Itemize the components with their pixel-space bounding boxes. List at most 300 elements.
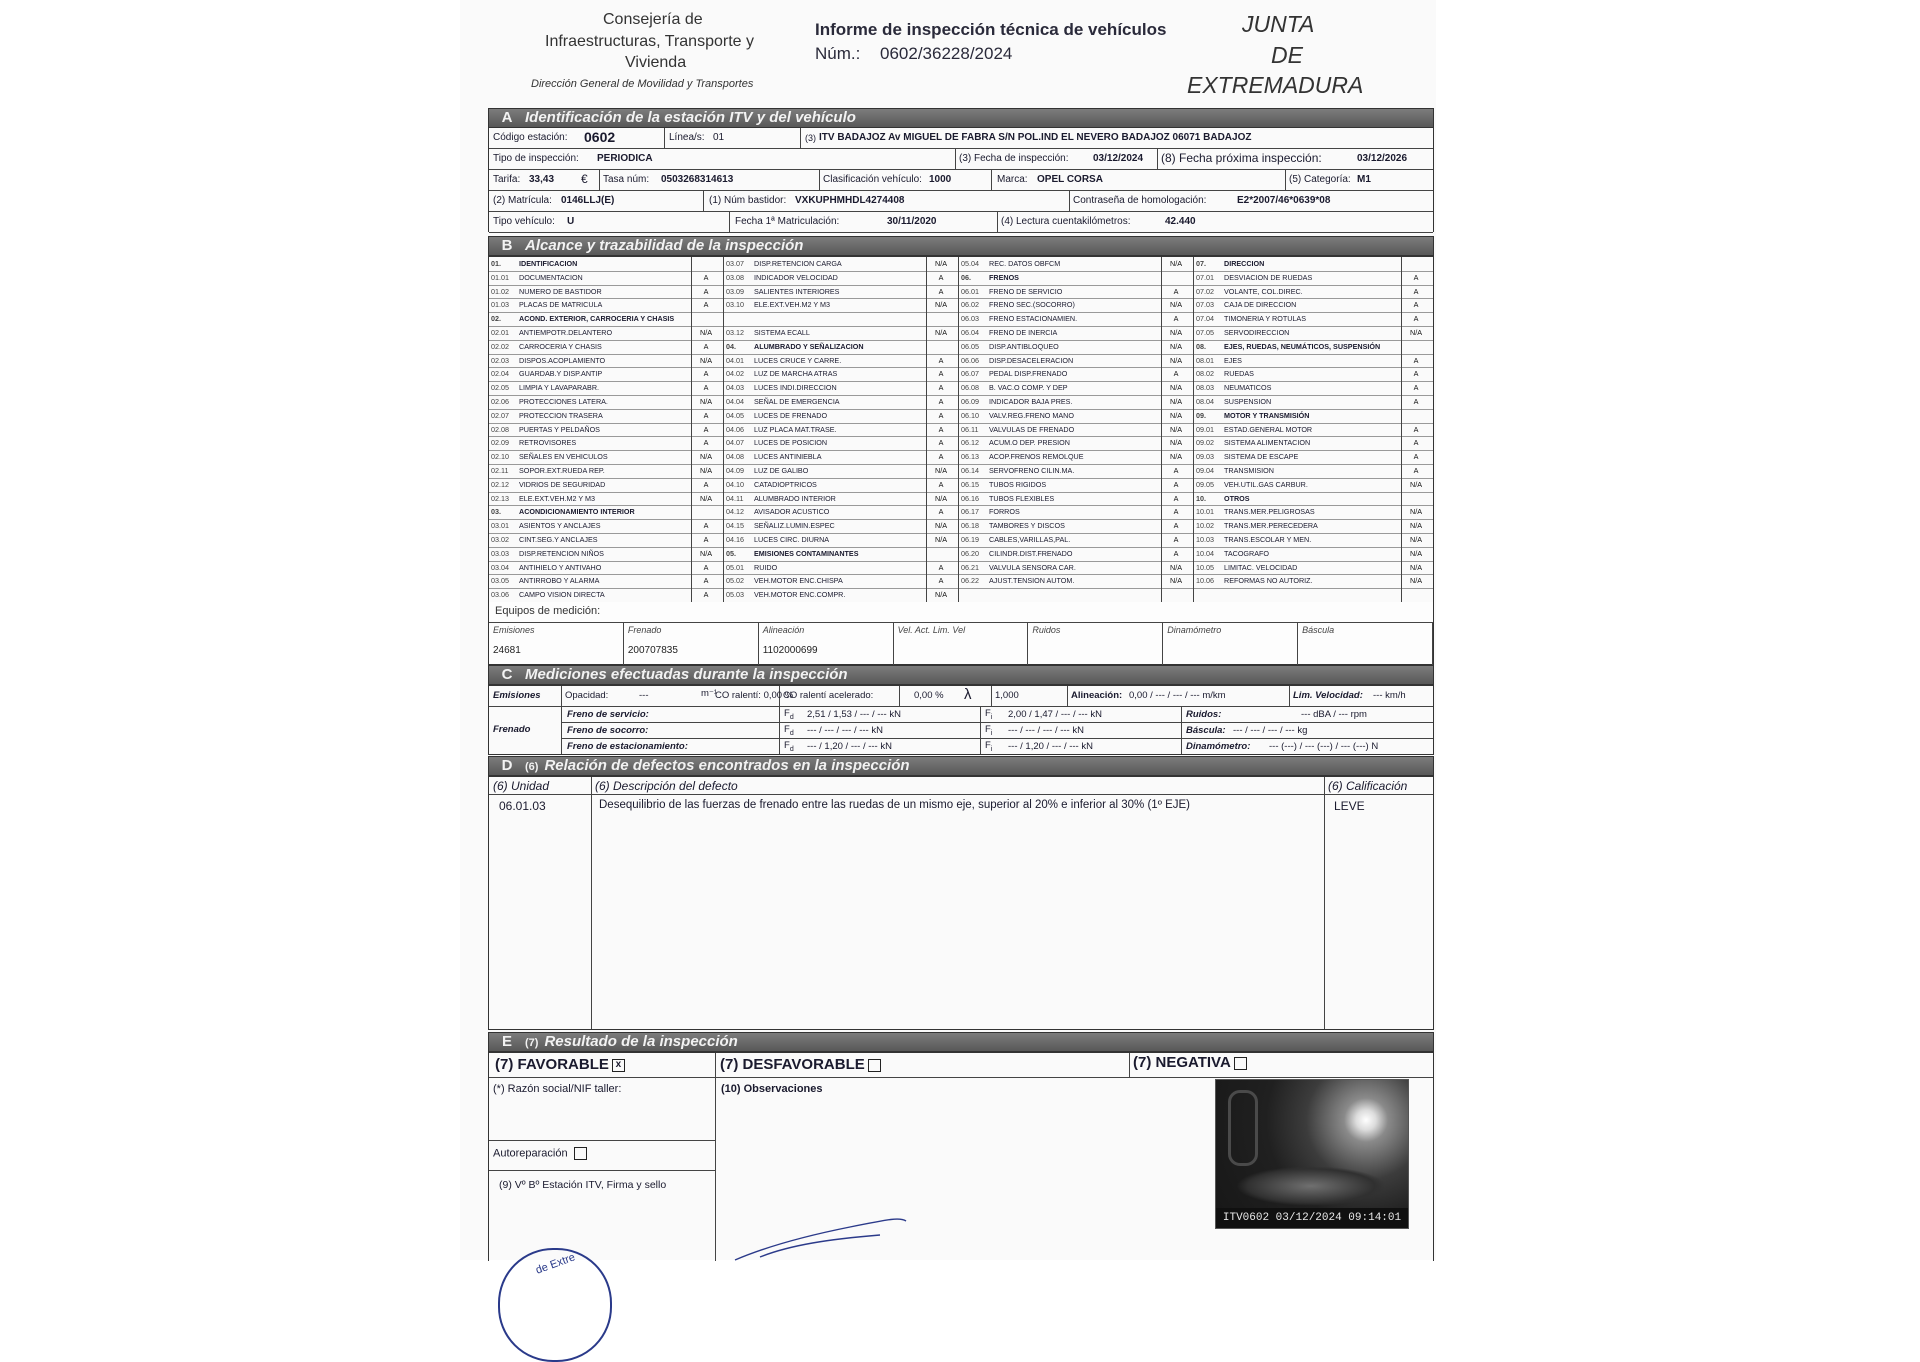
checklist-label: FRENO ESTACIONAMIEN. <box>989 314 1078 324</box>
section-e-letter: E <box>501 1033 512 1050</box>
checklist-code: 10.03 <box>1196 535 1214 544</box>
clasificacion-label: Clasificación vehículo: <box>823 174 922 185</box>
checklist-code: 02.02 <box>491 341 509 351</box>
freno-estac-fi: --- / 1,20 / --- / --- kN <box>1008 741 1093 752</box>
checklist-item <box>724 505 958 520</box>
checklist-label: DIRECCION <box>1224 259 1265 268</box>
checklist-code: 06.17 <box>961 507 979 517</box>
estacion-ref: (3) <box>805 133 816 143</box>
matricula-label: (2) Matrícula: <box>493 195 552 206</box>
checklist-value: A <box>703 424 709 434</box>
checklist-code: 06.18 <box>961 521 979 531</box>
checklist-item <box>489 505 723 520</box>
checklist-item <box>489 547 723 562</box>
checklist-item <box>1194 298 1433 313</box>
checklist-item <box>489 588 723 603</box>
checklist-item <box>959 340 1193 355</box>
checklist-label: DISPOS.ACOPLAMIENTO <box>519 355 606 365</box>
checklist-item <box>1194 326 1433 341</box>
checklist-value: N/A <box>1410 535 1422 544</box>
checklist-code: 02.05 <box>491 383 509 393</box>
checklist-value: A <box>938 424 944 434</box>
section-b-header <box>488 236 1434 256</box>
checklist-code: 03.02 <box>491 535 509 544</box>
checklist-label: PEDAL DISP.FRENADO <box>989 369 1068 379</box>
checklist-code: 08.03 <box>1196 383 1214 393</box>
negativa-checkbox[interactable] <box>1234 1057 1247 1070</box>
checklist-value: A <box>1173 466 1179 475</box>
linea-label: Línea/s: <box>669 132 705 143</box>
checklist-value: N/A <box>700 493 712 503</box>
checklist-value: N/A <box>1410 479 1422 489</box>
checklist-item <box>959 257 1193 272</box>
checklist-code: 06.03 <box>961 314 979 324</box>
checklist-code: 04.10 <box>726 479 744 489</box>
checklist-value: N/A <box>1410 562 1422 572</box>
section-c-body <box>488 685 1434 755</box>
emisiones-label: Emisiones <box>493 690 541 701</box>
checklist-code: 04.12 <box>726 507 744 517</box>
junta-line-2: DE <box>1271 42 1303 68</box>
checklist-label: REC. DATOS OBFCM <box>989 259 1061 268</box>
checklist-item <box>724 561 958 576</box>
checklist-label: FRENO SEC.(SOCORRO) <box>989 300 1075 310</box>
checklist-value: N/A <box>935 259 947 268</box>
equipo-label: Dinamómetro <box>1167 625 1222 635</box>
checklist-code: 01.02 <box>491 286 509 296</box>
checklist-label: CILINDR.DIST.FRENADO <box>989 548 1073 558</box>
checklist-value: N/A <box>700 355 712 365</box>
checklist-label: SEÑALES EN VEHICULOS <box>519 452 608 462</box>
checklist-label: ASIENTOS Y ANCLAJES <box>519 521 601 531</box>
checklist-label: VALV.REG.FRENO MANO <box>989 410 1074 420</box>
checklist-label: AJUST.TENSION AUTOM. <box>989 576 1075 586</box>
checklist-item <box>1194 519 1433 534</box>
checklist-item <box>1194 340 1433 355</box>
checklist-item <box>1194 547 1433 562</box>
checklist-value: A <box>1413 424 1419 434</box>
equipos-label: Equipos de medición: <box>495 605 601 617</box>
checklist-label: LUCES DE POSICION <box>754 438 828 448</box>
checklist-code: 06.05 <box>961 341 979 351</box>
checklist-code: 05.03 <box>726 590 744 600</box>
checklist-item <box>489 561 723 576</box>
checklist-value: A <box>938 452 944 462</box>
freno-servicio-fi: 2,00 / 1,47 / --- / --- kN <box>1008 709 1102 720</box>
checklist-label: INDICADOR BAJA PRES. <box>989 397 1073 406</box>
checklist-value: N/A <box>1170 410 1182 420</box>
checklist-value: A <box>1413 383 1419 393</box>
fecha-inspeccion-value: 03/12/2024 <box>1093 153 1144 164</box>
checklist-label: ACOP.FRENOS REMOLQUE <box>989 452 1084 462</box>
checklist-label: CABLES,VARILLAS,PAL. <box>989 535 1071 544</box>
tarifa-value: 33,43 <box>529 174 555 185</box>
checklist-code: 10.06 <box>1196 576 1214 586</box>
checklist-label: CAJA DE DIRECCION <box>1224 300 1297 310</box>
checklist-item <box>724 574 958 589</box>
checklist-label: TRANSMISION <box>1224 466 1274 475</box>
checklist-item <box>724 423 958 438</box>
checklist-code: 07.04 <box>1196 314 1214 324</box>
checklist-item <box>489 367 723 382</box>
checklist-item <box>724 409 958 424</box>
checklist-code: 03.10 <box>726 300 744 310</box>
checklist-value: N/A <box>1170 383 1182 393</box>
checklist-label: TUBOS FLEXIBLES <box>989 493 1055 503</box>
checklist-label: SISTEMA ALIMENTACION <box>1224 438 1311 448</box>
checklist-label: TRANS.MER.PERECEDERA <box>1224 521 1318 531</box>
section-e-title: Resultado de la inspección <box>544 1033 738 1050</box>
checklist-label: TACOGRAFO <box>1224 548 1269 558</box>
cuentakm-label: (4) Lectura cuentakilómetros: <box>1001 216 1131 227</box>
tipo-vehiculo-label: Tipo vehículo: <box>493 216 555 227</box>
ruidos-value: --- dBA / --- rpm <box>1301 709 1367 720</box>
checklist-code: 06.11 <box>961 424 979 434</box>
checklist-code: 08.04 <box>1196 397 1214 406</box>
checklist-label: ALUMBRADO INTERIOR <box>754 493 836 503</box>
section-b-title: Alcance y trazabilidad de la inspección <box>525 237 804 254</box>
equipo-cell <box>759 622 894 665</box>
checklist-code: 03.03 <box>491 548 509 558</box>
checklist-value: A <box>938 479 944 489</box>
checklist-value: A <box>1413 397 1419 406</box>
checklist-code: 02.10 <box>491 452 509 462</box>
checklist-item <box>724 354 958 369</box>
fecha-matric-label: Fecha 1ª Matriculación: <box>735 216 840 227</box>
section-b-letter: B <box>501 237 513 254</box>
checklist-label: VOLANTE, COL.DIREC. <box>1224 286 1303 296</box>
checklist-label: B. VAC.O COMP. Y DEP <box>989 383 1068 393</box>
fi-label-2: $F_i$ <box>985 724 993 737</box>
codigo-estacion-value: 0602 <box>584 129 616 145</box>
checklist-value: N/A <box>700 548 712 558</box>
lambda-value: 1,000 <box>995 690 1019 701</box>
section-e-ref: (7) <box>525 1037 539 1049</box>
checklist-item <box>1194 395 1433 410</box>
checklist-value: A <box>1413 369 1419 379</box>
checklist-code: 07.01 <box>1196 272 1214 282</box>
equipo-cell <box>1028 622 1163 665</box>
fecha-inspeccion-label: (3) Fecha de inspección: <box>959 153 1069 164</box>
checklist-value: A <box>1173 535 1179 544</box>
section-a-header <box>488 108 1434 128</box>
checklist-value: A <box>703 383 709 393</box>
checklist-item <box>1194 271 1433 286</box>
checklist-item <box>489 312 723 327</box>
desfavorable-checkbox[interactable] <box>868 1059 881 1072</box>
checklist-label: PLACAS DE MATRICULA <box>519 300 603 310</box>
checklist-item <box>724 519 958 534</box>
checklist-label: ACONDICIONAMIENTO INTERIOR <box>519 507 635 517</box>
checklist-label: ESTAD.GENERAL MOTOR <box>1224 424 1313 434</box>
checklist-item <box>489 340 723 355</box>
checklist-value: N/A <box>1170 576 1182 586</box>
checklist-value: A <box>1413 286 1419 296</box>
checklist-value: N/A <box>935 466 947 475</box>
checklist-code: 02.01 <box>491 328 509 337</box>
checklist-label: ANTIRROBO Y ALARMA <box>519 576 600 586</box>
checklist-value: A <box>938 438 944 448</box>
checklist-label: SERVODIRECCION <box>1224 328 1290 337</box>
checklist-label: FORROS <box>989 507 1020 517</box>
checklist-item <box>1194 354 1433 369</box>
checklist-value: N/A <box>1410 507 1422 517</box>
freno-socorro-label: Freno de socorro: <box>567 725 649 736</box>
checklist-value: A <box>1413 355 1419 365</box>
photo-caption: ITV0602 03/12/2024 09:14:01 <box>1216 1208 1408 1228</box>
checklist-item <box>724 478 958 493</box>
checklist-code: 07.02 <box>1196 286 1214 296</box>
report-title: Informe de inspección técnica de vehículos <box>815 20 1167 39</box>
report-number-label: Núm.: <box>815 44 861 63</box>
checklist-code: 05.01 <box>726 562 744 572</box>
checklist-label: TUBOS RIGIDOS <box>989 479 1047 489</box>
checklist-item <box>489 492 723 507</box>
checklist-label: CATADIOPTRICOS <box>754 479 817 489</box>
checklist-value: N/A <box>1170 397 1182 406</box>
checklist-value: N/A <box>1170 341 1182 351</box>
checklist-code: 09.05 <box>1196 479 1214 489</box>
favorable-option[interactable] <box>495 1056 625 1073</box>
checklist-code: 06.16 <box>961 493 979 503</box>
checklist-item <box>959 533 1193 548</box>
checklist-item <box>724 395 958 410</box>
autoreparacion-option[interactable] <box>493 1147 587 1160</box>
checklist-code: 03.12 <box>726 328 744 337</box>
checklist-value: N/A <box>1410 328 1422 337</box>
section-d-ref: (6) <box>525 761 539 773</box>
checklist-value: A <box>1413 466 1419 475</box>
checklist-label: TIMONERIA Y ROTULAS <box>1224 314 1307 324</box>
fd-label-3: $F_d$ <box>784 740 794 753</box>
favorable-checkbox[interactable]: x <box>612 1059 625 1072</box>
checklist-label: SEÑAL DE EMERGENCIA <box>754 397 840 406</box>
checklist-item <box>724 257 958 272</box>
equipo-value: 1102000699 <box>762 645 818 656</box>
checklist-code: 10.04 <box>1196 548 1214 558</box>
checklist-value: N/A <box>935 521 947 531</box>
opacidad-value: --- <box>639 690 649 701</box>
checklist-label: LUZ DE GALIBO <box>754 466 809 475</box>
checklist-item <box>1194 478 1433 493</box>
favorable-label: (7) FAVORABLE <box>495 1056 609 1073</box>
checklist-code: 02.13 <box>491 493 509 503</box>
checklist-item <box>959 547 1193 562</box>
checklist-label: DISP.RETENCION CARGA <box>754 259 842 268</box>
checklist-value: N/A <box>1170 438 1182 448</box>
equipo-value: 200707835 <box>627 645 678 656</box>
checklist-value: A <box>1173 286 1179 296</box>
checklist-value: A <box>703 535 709 544</box>
categoria-label: (5) Categoría: <box>1289 174 1351 185</box>
equipo-label: Frenado <box>627 625 662 635</box>
checklist-label: DISP.ANTIBLOQUEO <box>989 341 1059 351</box>
checklist-code: 02.12 <box>491 479 509 489</box>
linea-value: 01 <box>713 132 725 143</box>
signature <box>730 1215 910 1265</box>
checklist-label: LIMPIA Y LAVAPARABR. <box>519 383 600 393</box>
autoreparacion-checkbox[interactable] <box>574 1147 587 1160</box>
checklist-code: 01. <box>491 259 501 268</box>
a-row-1 <box>489 128 1433 149</box>
checklist-item <box>724 298 958 313</box>
checklist-label: FRENO DE INERCIA <box>989 328 1058 337</box>
checklist-label: SISTEMA ECALL <box>754 328 810 337</box>
checklist-code: 05.02 <box>726 576 744 586</box>
checklist-value: A <box>1413 300 1419 310</box>
equipo-cell <box>1298 622 1433 665</box>
categoria-value: M1 <box>1357 174 1371 185</box>
checklist-label: NEUMATICOS <box>1224 383 1272 393</box>
checklist-code: 03.09 <box>726 286 744 296</box>
desfavorable-option[interactable] <box>720 1056 881 1073</box>
checklist-value: N/A <box>700 397 712 406</box>
estacion-value: ITV BADAJOZ Av MIGUEL DE FABRA S/N POL.IND EL NEVERO BADAJOZ 06071 BADAJOZ <box>819 132 1252 143</box>
marca-label: Marca: <box>997 174 1028 185</box>
checklist-code: 03.07 <box>726 259 744 268</box>
checklist-item <box>489 354 723 369</box>
checklist-value: N/A <box>1170 355 1182 365</box>
checklist-value: A <box>703 562 709 572</box>
checklist-item <box>489 381 723 396</box>
bastidor-label: (1) Núm bastidor: <box>709 195 787 206</box>
checklist-label: LIMITAC. VELOCIDAD <box>1224 562 1298 572</box>
checklist-item <box>1194 381 1433 396</box>
checklist-label: RETROVISORES <box>519 438 577 448</box>
checklist-item <box>489 298 723 313</box>
checklist-label: ACOND. EXTERIOR, CARROCERIA Y CHASIS <box>519 314 675 324</box>
checklist-code: 09.04 <box>1196 466 1214 475</box>
checklist-label: TAMBORES Y DISCOS <box>989 521 1065 531</box>
checklist-item <box>1194 505 1433 520</box>
checklist-item <box>489 519 723 534</box>
checklist-code: 03.06 <box>491 590 509 600</box>
checklist-item <box>959 271 1193 286</box>
co-ralenti-label: CO ralentí: 0,00 % <box>715 690 794 701</box>
bascula-value: --- / --- / --- / --- kg <box>1233 725 1308 736</box>
checklist-item <box>489 257 723 272</box>
section-d-header <box>488 756 1434 776</box>
tarifa-currency: € <box>581 172 588 186</box>
checklist-value: A <box>703 300 709 310</box>
checklist-value: N/A <box>935 535 947 544</box>
checklist-label: GUARDAB.Y DISP.ANTIP <box>519 369 603 379</box>
checklist-code: 08. <box>1196 341 1206 351</box>
checklist-item <box>724 492 958 507</box>
agency-subtitle: Dirección General de Movilidad y Transportes <box>531 78 754 90</box>
checklist-item <box>489 271 723 286</box>
station-seal <box>498 1248 612 1362</box>
fd-label-2: $F_d$ <box>784 724 794 737</box>
fi-label-3: $F_i$ <box>985 740 993 753</box>
bascula-label: Báscula: <box>1186 725 1226 736</box>
lim-vel-label: Lim. Velocidad: <box>1293 690 1363 701</box>
checklist-value: A <box>703 272 709 282</box>
equipo-label: Alineación <box>762 625 805 635</box>
lim-vel-value: --- km/h <box>1373 690 1406 701</box>
checklist-label: RUEDAS <box>1224 369 1254 379</box>
checklist-label: LUZ PLACA MAT.TRASE. <box>754 424 837 434</box>
checklist-value: N/A <box>700 466 712 475</box>
checklist-value: A <box>1413 314 1419 324</box>
checklist-value: N/A <box>1410 548 1422 558</box>
checklist-code: 03.08 <box>726 272 744 282</box>
checklist-code: 10.05 <box>1196 562 1214 572</box>
checklist-value: N/A <box>1170 562 1182 572</box>
checklist-code: 07.05 <box>1196 328 1214 337</box>
co-acel-value: 0,00 % <box>914 690 944 701</box>
checklist-label: EJES <box>1224 355 1242 365</box>
checklist-value: A <box>1413 452 1419 462</box>
tipo-inspeccion-label: Tipo de inspección: <box>493 153 579 164</box>
checklist-item <box>724 326 958 341</box>
checklist-label: VEH.MOTOR ENC.CHISPA <box>754 576 843 586</box>
negativa-option[interactable] <box>1133 1054 1247 1071</box>
checklist-label: VALVULA SENSORA CAR. <box>989 562 1076 572</box>
dinamometro-value: --- (---) / --- (---) / --- (---) N <box>1269 741 1379 752</box>
checklist-value: N/A <box>1170 300 1182 310</box>
checklist-item <box>489 326 723 341</box>
checklist-label: ANTIHIELO Y ANTIVAHO <box>519 562 602 572</box>
lambda-symbol: λ <box>964 686 972 703</box>
checklist-code: 06.22 <box>961 576 979 586</box>
checklist-value: A <box>938 383 944 393</box>
checklist-label: SERVOFRENO CILIN.MA. <box>989 466 1075 475</box>
checklist-code: 03. <box>491 507 501 517</box>
checklist-label: LUCES CIRC. DIURNA <box>754 535 830 544</box>
defect-unidad: 06.01.03 <box>499 799 546 813</box>
tarifa-label: Tarifa: <box>493 174 521 185</box>
negativa-label: (7) NEGATIVA <box>1133 1054 1231 1071</box>
checklist-item <box>1194 285 1433 300</box>
checklist-item <box>724 547 958 562</box>
a-row-5 <box>489 212 1433 233</box>
checklist-label: PUERTAS Y PELDAÑOS <box>519 424 600 434</box>
checklist-item <box>1194 574 1433 589</box>
checklist-code: 02.06 <box>491 397 509 406</box>
autoreparacion-label: Autoreparación <box>493 1147 568 1160</box>
col-unidad-header: (6) Unidad <box>493 779 550 793</box>
equipo-label: Báscula <box>1302 625 1335 635</box>
section-e-header <box>488 1032 1434 1052</box>
checklist-item <box>1194 423 1433 438</box>
checklist-item <box>1194 436 1433 451</box>
checklist-item <box>959 285 1193 300</box>
checklist-item <box>724 436 958 451</box>
checklist-code: 10.01 <box>1196 507 1214 517</box>
agency-line-3: Vivienda <box>625 54 687 71</box>
section-c-letter: C <box>501 666 513 683</box>
checklist-label: TRANS.MER.PELIGROSAS <box>1224 507 1315 517</box>
checklist-value: A <box>703 341 709 351</box>
equipo-cell <box>624 622 759 665</box>
checklist-value: N/A <box>1170 328 1182 337</box>
contrasena-label: Contraseña de homologación: <box>1073 195 1207 206</box>
junta-line-1: JUNTA <box>1242 11 1315 37</box>
checklist-label: LUCES INDI.DIRECCION <box>754 383 837 393</box>
co-acel-label: CO ralentí acelerado: <box>783 690 874 701</box>
defect-descripcion: Desequilibrio de las fuerzas de frenado entre las ruedas de un mismo eje, superior al 20% e inferior al 30% (1º EJE) <box>599 799 1191 811</box>
checklist-item <box>1194 561 1433 576</box>
fecha-proxima-value: 03/12/2026 <box>1357 153 1408 164</box>
report-number: 0602/36228/2024 <box>880 44 1013 63</box>
checklist-label: SISTEMA DE ESCAPE <box>1224 452 1299 462</box>
checklist-code: 06.20 <box>961 548 979 558</box>
checklist-value: N/A <box>935 493 947 503</box>
seal-text: de Extre <box>533 1251 577 1277</box>
checklist-code: 06.14 <box>961 466 979 475</box>
checklist-label: DISP.RETENCION NIÑOS <box>519 548 604 558</box>
